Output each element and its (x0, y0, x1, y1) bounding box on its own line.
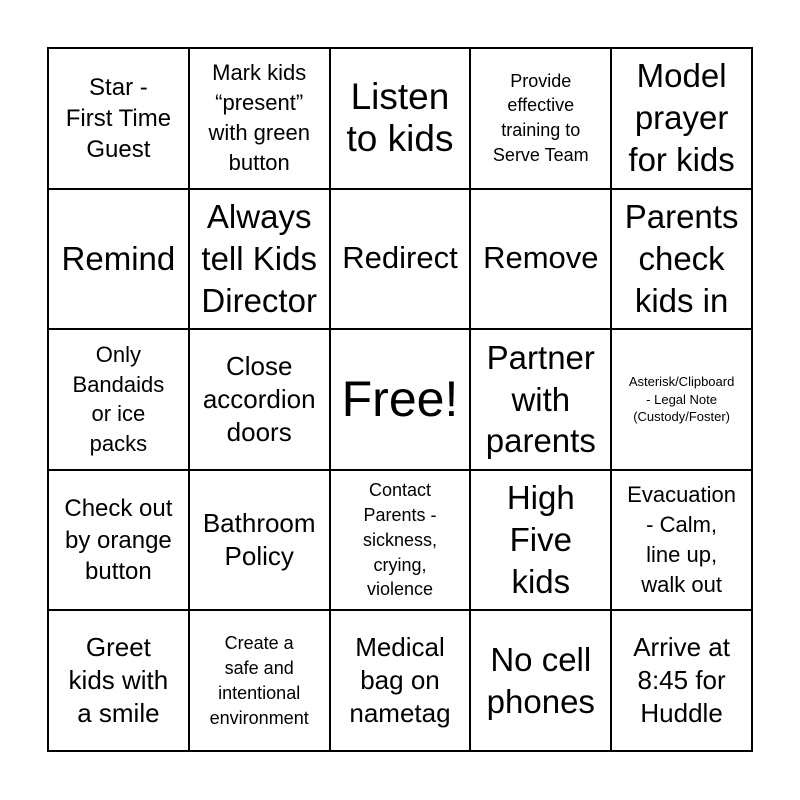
bingo-cell[interactable] (612, 471, 753, 612)
cell-text: Check out by orange button (64, 495, 173, 585)
bingo-cell[interactable] (612, 611, 753, 752)
bingo-cell[interactable] (49, 611, 190, 752)
cell-text: Remind (61, 239, 176, 277)
cell-text: Provide effective training to Serve Team (492, 70, 589, 166)
bingo-cell[interactable] (471, 49, 612, 190)
cell-text: Redirect (342, 240, 458, 276)
cell-text: Remove (483, 240, 599, 276)
cell-text: Listen to kids (346, 75, 454, 160)
bingo-cell[interactable] (190, 330, 331, 471)
cell-text: High Five kids (506, 479, 575, 601)
bingo-cell[interactable] (612, 49, 753, 190)
bingo-cell[interactable] (331, 611, 472, 752)
bingo-cell[interactable] (190, 49, 331, 190)
cell-text: Medical bag on nametag (349, 631, 451, 729)
bingo-cell[interactable] (49, 471, 190, 612)
cell-text: Star - First Time Guest (65, 73, 172, 163)
bingo-cell[interactable] (471, 330, 612, 471)
free-text: Free! (341, 370, 459, 427)
bingo-cell[interactable] (190, 190, 331, 331)
cell-text: Create a safe and intentional environment (209, 633, 309, 728)
bingo-cell[interactable] (612, 190, 753, 331)
bingo-cell[interactable] (49, 49, 190, 190)
bingo-cell[interactable] (49, 190, 190, 331)
bingo-cell[interactable] (471, 611, 612, 752)
bingo-cell[interactable] (612, 330, 753, 471)
bingo-cell[interactable] (331, 49, 472, 190)
bingo-cell[interactable] (190, 611, 331, 752)
cell-text: No cell phones (486, 640, 595, 720)
cell-text: Evacuation - Calm, line up, walk out (627, 482, 737, 597)
cell-text: Model prayer for kids (628, 57, 735, 179)
free-space[interactable] (331, 330, 472, 471)
cell-text: Contact Parents - sickness, crying, violence (362, 480, 437, 600)
cell-text: Arrive at 8:45 for Huddle (633, 631, 730, 729)
bingo-cell[interactable] (331, 190, 472, 331)
cell-text: Partner with parents (485, 338, 596, 460)
bingo-cell[interactable] (190, 471, 331, 612)
cell-text: Mark kids “present” with green button (208, 60, 310, 176)
cell-text: Bathroom Policy (202, 507, 316, 572)
cell-text: Greet kids with a smile (68, 631, 169, 729)
bingo-cell[interactable] (49, 330, 190, 471)
cell-text: Close accordion doors (202, 350, 316, 448)
cell-text: Only Bandaids or ice packs (72, 341, 165, 457)
cell-text: Parents check kids in (624, 198, 739, 319)
cell-text: Always tell Kids Director (201, 198, 317, 319)
bingo-board (47, 47, 753, 752)
bingo-cell[interactable] (471, 471, 612, 612)
bingo-cell[interactable] (471, 190, 612, 331)
cell-text: Asterisk/Clipboard - Legal Note (Custody/Foster) (628, 374, 735, 425)
bingo-cell[interactable] (331, 471, 472, 612)
